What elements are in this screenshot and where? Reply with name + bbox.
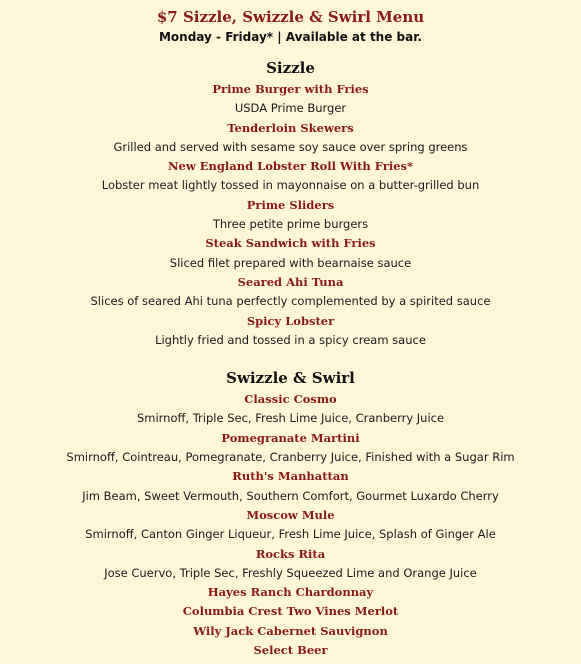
item-name: Hayes Ranch Chardonnay	[207, 585, 374, 600]
item-description: Lightly fried and tossed in a spicy cream sauce	[155, 332, 426, 347]
menu-subtitle: Monday - Friday* | Available at the bar.	[158, 30, 422, 44]
section-sizzle	[0, 56, 581, 350]
item-name: Prime Burger with Fries	[212, 82, 369, 96]
item-name: Spicy Lobster	[246, 313, 335, 328]
item-name: Tenderloin Skewers	[227, 120, 354, 135]
item-name: New England Lobster Roll With Fries*	[167, 159, 413, 174]
item-name: Steak Sandwich with Fries	[205, 236, 376, 251]
item-description: USDA Prime Burger	[234, 101, 347, 116]
item-description: Grilled and served with sesame soy sauce over spring greens	[113, 139, 468, 154]
item-name: Rocks Rita	[255, 546, 326, 561]
item-description: Lobster meat lightly tossed in mayonnaise on a butter-grilled bun	[101, 178, 480, 193]
item-description: Smirnoff, Triple Sec, Fresh Lime Juice, Cranberry Juice	[136, 411, 445, 426]
item-name: Ruth's Manhattan	[232, 469, 349, 484]
item-name: Seared Ahi Tuna	[237, 274, 344, 289]
item-name: Prime Sliders	[246, 197, 335, 212]
item-description: Sliced filet prepared with bearnaise sauce	[169, 255, 412, 270]
item-name: Select Beer	[253, 643, 328, 658]
item-name: Wily Jack Cabernet Sauvignon	[193, 623, 388, 638]
item-name: Pomegranate Martini	[221, 430, 360, 445]
section-title: Sizzle	[266, 59, 315, 77]
menu-title: $7 Sizzle, Swizzle & Swirl Menu	[156, 8, 425, 26]
item-description: Jose Cuervo, Triple Sec, Freshly Squeezed Lime and Orange Juice	[104, 565, 477, 580]
item-description: Smirnoff, Canton Ginger Liqueur, Fresh Lime Juice, Splash of Ginger Ale	[85, 527, 496, 542]
item-name: Columbia Crest Two Vines Merlot	[182, 604, 399, 619]
item-description: Smirnoff, Cointreau, Pomegranate, Cranberry Juice, Finished with a Sugar Rim	[66, 450, 515, 465]
item-name: Classic Cosmo	[244, 392, 337, 407]
item-description: Slices of seared Ahi tuna perfectly complemented by a spirited sauce	[90, 294, 491, 309]
item-description: Three petite prime burgers	[212, 217, 369, 232]
section-title: Swizzle & Swirl	[226, 369, 355, 388]
item-name: Moscow Mule	[246, 507, 335, 522]
section-swizzle-swirl	[0, 366, 581, 660]
item-description: Jim Beam, Sweet Vermouth, Southern Comfort, Gourmet Luxardo Cherry	[82, 488, 499, 503]
